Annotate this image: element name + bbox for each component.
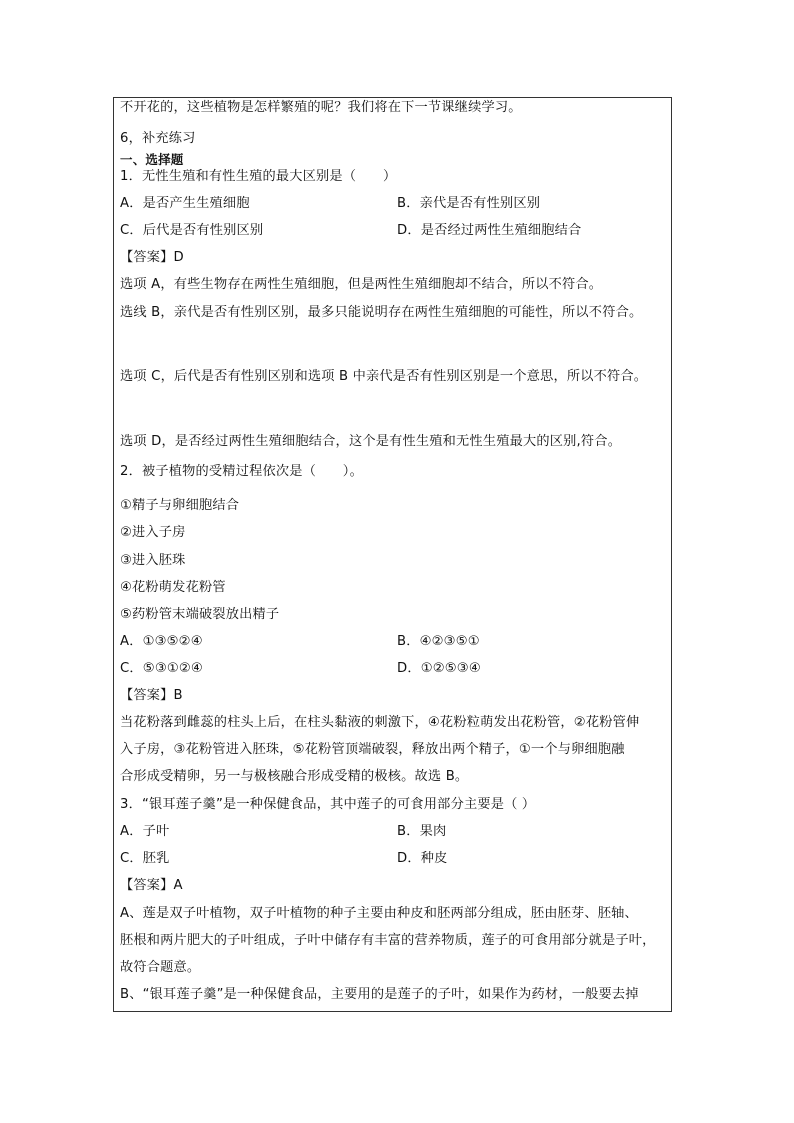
q2-explanation-1: 当花粉落到雌蕊的柱头上后，在柱头黏液的刺激下，④花粉粒萌发出花粉管，②花粉管伸 — [120, 715, 640, 730]
q3-option-a: A．子叶 — [120, 824, 170, 839]
q3-explanation-3: 故符合题意。 — [120, 960, 201, 975]
q2-step-4: ④花粉萌发花粉管 — [120, 580, 226, 595]
q3-option-d: D．种皮 — [397, 851, 448, 866]
q3-explanation-1: A、莲是双子叶植物，双子叶植物的种子主要由种皮和胚两部分组成，胚由胚芽、胚轴、 — [120, 906, 638, 921]
q3-stem: 3．“银耳莲子羹”是一种保健食品，其中莲子的可食用部分主要是（ ） — [120, 797, 536, 812]
q1-answer: 【答案】D — [120, 250, 184, 265]
q2-step-3: ③进入胚珠 — [120, 553, 186, 568]
q1-option-d: D．是否经过两性生殖细胞结合 — [397, 223, 582, 238]
q2-option-a: A．①③⑤②④ — [120, 634, 203, 649]
q3-answer: 【答案】A — [120, 878, 183, 893]
q2-stem: 2．被子植物的受精过程依次是（ ）。 — [120, 464, 363, 479]
q2-explanation-2: 入子房，③花粉管进入胚珠，⑤花粉管顶端破裂，释放出两个精子，①一个与卵细胞融 — [120, 742, 625, 757]
q1-option-a: A．是否产生生殖细胞 — [120, 196, 250, 211]
q1-stem: 1．无性生殖和有性生殖的最大区别是（ ） — [120, 169, 397, 184]
section-title: 6，补充练习 — [120, 131, 196, 146]
q1-option-b: B．亲代是否有性别区别 — [397, 196, 541, 211]
q2-answer: 【答案】B — [120, 688, 183, 703]
q1-explanation-2: 选线 B，亲代是否有性别区别，最多只能说明存在两性生殖细胞的可能性，所以不符合。 — [120, 305, 643, 320]
q2-step-1: ①精子与卵细胞结合 — [120, 498, 240, 513]
q3-option-c: C．胚乳 — [120, 851, 170, 866]
q3-option-b: B．果肉 — [397, 824, 447, 839]
q1-option-c: C．后代是否有性别区别 — [120, 223, 264, 238]
q1-explanation-1: 选项 A，有些生物存在两性生殖细胞，但是两性生殖细胞却不结合，所以不符合。 — [120, 277, 603, 292]
q2-explanation-3: 合形成受精卵，另一与极核融合形成受精的极核。故选 B。 — [120, 769, 469, 784]
q2-option-b: B．④②③⑤① — [397, 634, 480, 649]
q3-explanation-2: 胚根和两片肥大的子叶组成，子叶中储存有丰富的营养物质，莲子的可食用部分就是子叶， — [120, 933, 656, 948]
intro-text: 不开花的，这些植物是怎样繁殖的呢？我们将在下一节课继续学习。 — [120, 100, 522, 115]
subsection-title: 一、选择题 — [120, 152, 184, 167]
q2-step-5: ⑤药粉管末端破裂放出精子 — [120, 607, 280, 622]
q1-explanation-4: 选项 D，是否经过两性生殖细胞结合，这个是有性生殖和无性生殖最大的区别,符合。 — [120, 434, 622, 449]
q2-option-c: C．⑤③①②④ — [120, 661, 203, 676]
q2-option-d: D．①②⑤③④ — [397, 661, 481, 676]
q3-explanation-4: B、“银耳莲子羹”是一种保健食品，主要用的是莲子的子叶，如果作为药材，一般要去掉 — [120, 987, 639, 1002]
q2-step-2: ②进入子房 — [120, 525, 186, 540]
q1-explanation-3: 选项 C，后代是否有性别区别和选项 B 中亲代是否有性别区别是一个意思，所以不符合。 — [120, 369, 648, 384]
